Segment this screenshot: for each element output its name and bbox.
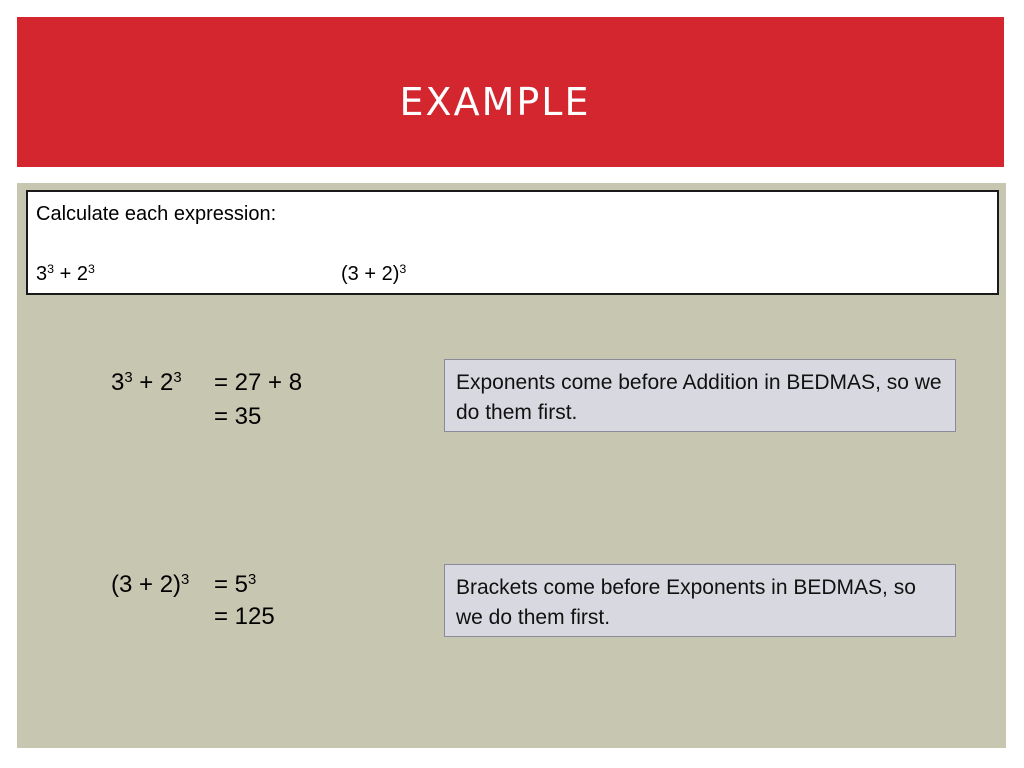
problem-instruction: Calculate each expression: bbox=[36, 203, 277, 225]
example1-step2: = 35 bbox=[214, 403, 262, 430]
example1-note: Exponents come before Addition in BEDMAS, so we do them first. bbox=[444, 359, 956, 432]
problem-expression-1: $3^3 + 2^3$ bbox=[36, 262, 95, 285]
example2-step1: = $5^3$ bbox=[214, 571, 257, 598]
example1-expression: $3^3 + 2^3$ bbox=[111, 369, 182, 396]
example2-note: Brackets come before Exponents in BEDMAS, so we do them first. bbox=[444, 564, 956, 637]
example2-step2: = 125 bbox=[214, 603, 275, 630]
slide-title: EXAMPLE bbox=[399, 80, 591, 124]
example2-expression: $(3 + 2)^3$ bbox=[111, 571, 190, 598]
example1-step1: = 27 + 8 bbox=[214, 369, 303, 396]
problem-expression-2: $(3 + 2)^3$ bbox=[341, 262, 407, 285]
